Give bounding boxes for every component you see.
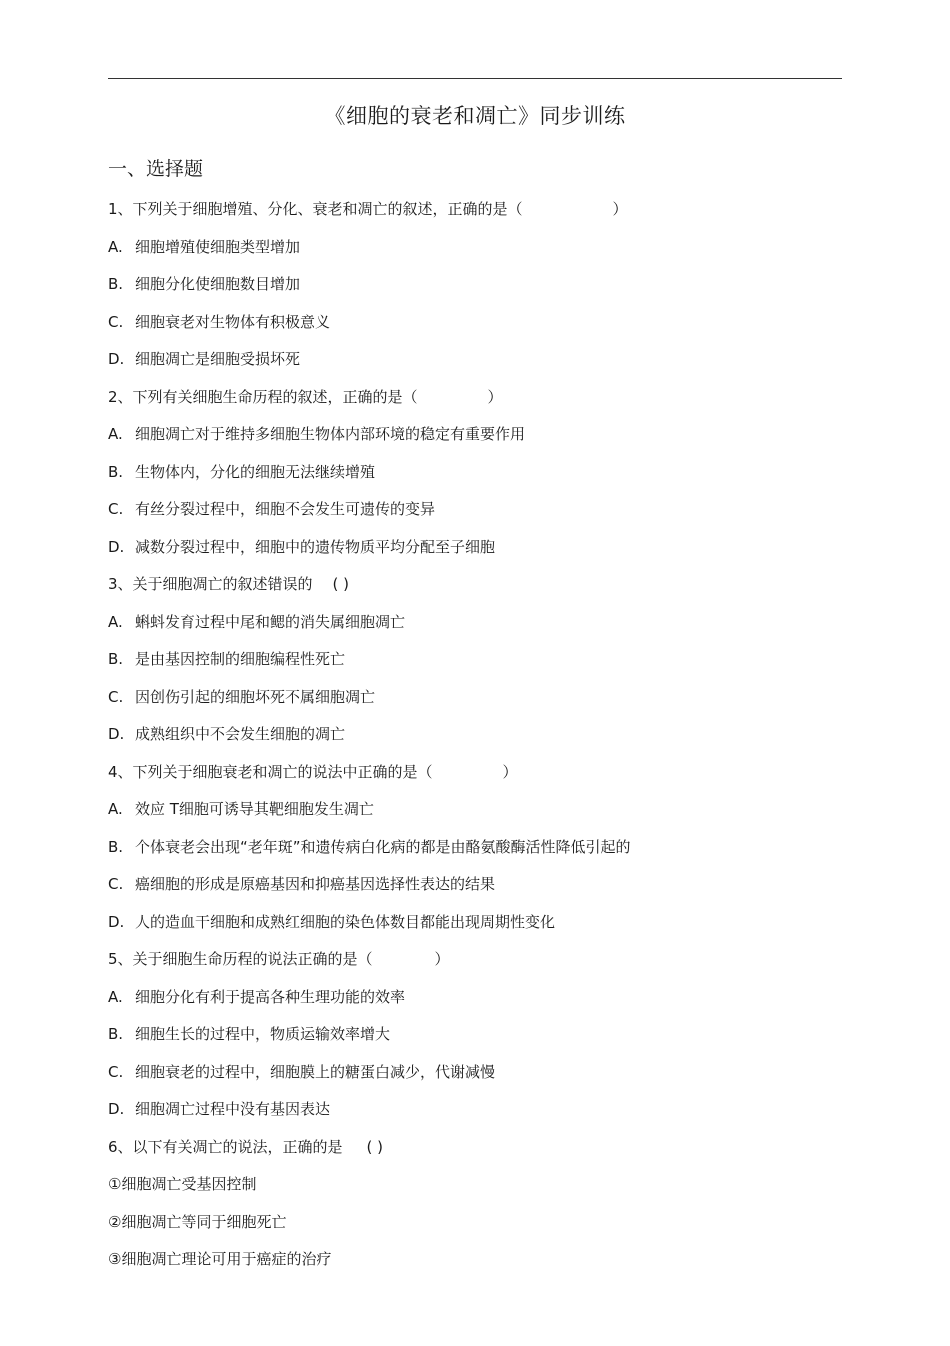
option-label: C.	[108, 500, 124, 518]
answer-option	[108, 462, 868, 500]
option-label: A.	[108, 425, 123, 443]
answer-option	[108, 687, 868, 725]
option-text: 细胞凋亡是细胞受损坏死	[135, 350, 301, 368]
option-label: A.	[108, 800, 123, 818]
answer-option	[108, 274, 868, 312]
option-label: A.	[108, 987, 123, 1006]
answer-option	[108, 837, 868, 875]
answer-option	[108, 1099, 868, 1137]
answer-option	[108, 724, 868, 762]
option-text: 有丝分裂过程中，细胞不会发生可遗传的变异	[135, 500, 436, 518]
option-text: 个体衰老会出现“老年斑”和遗传病白化病的都是由酪氨酸酶活性降低引起的	[135, 837, 631, 856]
option-label: D.	[108, 912, 125, 931]
closing-paren: ）	[612, 200, 628, 218]
question-text: 6、以下有关凋亡的说法，正确的是	[108, 1137, 343, 1156]
option-label: B.	[108, 650, 124, 668]
statement-item	[108, 1212, 868, 1250]
option-text: 生物体内，分化的细胞无法继续增殖	[135, 462, 376, 481]
option-text: 是由基因控制的细胞编程性死亡	[135, 650, 346, 668]
question-stem	[108, 199, 868, 237]
answer-option	[108, 874, 868, 912]
answer-option	[108, 1062, 868, 1100]
option-text: 癌细胞的形成是原癌基因和抑癌基因选择性表达的结果	[135, 875, 496, 893]
answer-option	[108, 612, 868, 650]
closing-paren: ）	[434, 950, 450, 968]
option-label: D.	[108, 1100, 125, 1118]
statement-text: ③细胞凋亡理论可用于癌症的治疗	[108, 1250, 332, 1268]
question-text: 1、下列关于细胞增殖、分化、衰老和凋亡的叙述，正确的是（	[108, 200, 523, 218]
option-text: 人的造血干细胞和成熟红细胞的染色体数目都能出现周期性变化	[135, 912, 556, 931]
option-text: 细胞凋亡对于维持多细胞生物体内部环境的稳定有重要作用	[135, 425, 526, 443]
option-text: 成熟组织中不会发生细胞的凋亡	[135, 725, 346, 743]
question-text: 3、关于细胞凋亡的叙述错误的	[108, 575, 313, 593]
answer-option	[108, 237, 868, 275]
question-text: 5、关于细胞生命历程的说法正确的是（	[108, 950, 373, 968]
question-stem	[108, 949, 868, 987]
closing-paren: ( )	[366, 1137, 384, 1156]
option-label: A.	[108, 612, 123, 631]
answer-option	[108, 537, 868, 575]
answer-option	[108, 349, 868, 387]
answer-option	[108, 312, 868, 350]
option-label: B.	[108, 1025, 124, 1043]
option-label: C.	[108, 1062, 124, 1081]
statement-text: ①细胞凋亡受基因控制	[108, 1175, 257, 1193]
option-text: 效应 T细胞可诱导其靶细胞发生凋亡	[135, 800, 374, 818]
closing-paren: ( )	[332, 575, 350, 593]
statement-text: ②细胞凋亡等同于细胞死亡	[108, 1212, 287, 1231]
question-stem	[108, 387, 868, 425]
option-label: B.	[108, 275, 124, 293]
closing-paren: ）	[487, 387, 503, 406]
page-title: 《细胞的衰老和凋亡》同步训练	[324, 104, 626, 128]
question-stem	[108, 574, 868, 612]
answer-option	[108, 649, 868, 687]
option-label: D.	[108, 537, 125, 556]
answer-option	[108, 499, 868, 537]
option-text: 细胞分化有利于提高各种生理功能的效率	[135, 987, 406, 1006]
statement-item	[108, 1174, 868, 1212]
question-text: 2、下列有关细胞生命历程的叙述，正确的是（	[108, 387, 418, 406]
question-list	[108, 199, 868, 1287]
option-label: C.	[108, 875, 124, 893]
answer-option	[108, 1024, 868, 1062]
question-stem	[108, 1137, 868, 1175]
answer-option	[108, 912, 868, 950]
answer-option	[108, 799, 868, 837]
option-label: A.	[108, 237, 123, 256]
option-text: 细胞分化使细胞数目增加	[135, 275, 301, 293]
option-label: B.	[108, 462, 124, 481]
section-heading: 一、选择题	[108, 158, 204, 180]
statement-item	[108, 1249, 868, 1287]
answer-option	[108, 987, 868, 1025]
option-text: 蝌蚪发育过程中尾和鳃的消失属细胞凋亡	[135, 612, 406, 631]
option-label: C.	[108, 687, 124, 706]
option-text: 细胞衰老对生物体有积极意义	[135, 312, 331, 331]
question-text: 4、下列关于细胞衰老和凋亡的说法中正确的是（	[108, 762, 433, 781]
option-label: C.	[108, 312, 124, 331]
header-rule	[108, 78, 842, 79]
option-text: 细胞凋亡过程中没有基因表达	[135, 1100, 331, 1118]
option-text: 因创伤引起的细胞坏死不属细胞凋亡	[135, 687, 376, 706]
answer-option	[108, 424, 868, 462]
option-label: D.	[108, 350, 125, 368]
question-stem	[108, 762, 868, 800]
option-text: 减数分裂过程中，细胞中的遗传物质平均分配至子细胞	[135, 537, 496, 556]
closing-paren: ）	[502, 762, 518, 781]
option-text: 细胞生长的过程中，物质运输效率增大	[135, 1025, 391, 1043]
option-text: 细胞衰老的过程中，细胞膜上的糖蛋白减少，代谢减慢	[135, 1062, 496, 1081]
option-label: D.	[108, 725, 125, 743]
option-text: 细胞增殖使细胞类型增加	[135, 237, 301, 256]
option-label: B.	[108, 837, 124, 856]
